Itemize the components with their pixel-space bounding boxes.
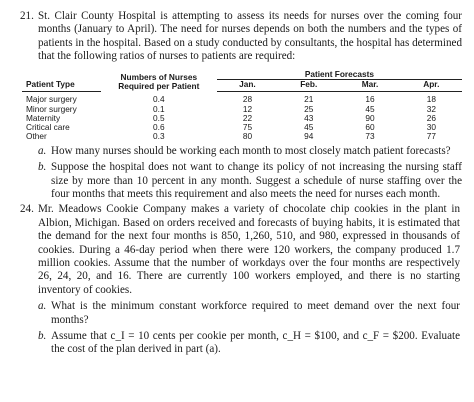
- patient-type: Other: [26, 131, 47, 142]
- nurse-ratio-table: [22, 70, 462, 142]
- problem-21: [20, 10, 460, 201]
- month-header: Feb.: [278, 79, 339, 91]
- forecast-cell: 94: [304, 131, 314, 142]
- part-label: a.: [38, 300, 47, 313]
- forecast-cell: 16: [365, 94, 375, 105]
- patient-type: Major surgery: [26, 94, 77, 105]
- table-row: [22, 92, 462, 105]
- type-header: Patient Type: [22, 79, 101, 91]
- nurse-ratio: 0.4: [153, 93, 165, 104]
- problem-24: [20, 203, 460, 356]
- forecast-cell: 25: [304, 103, 314, 114]
- problem-statement: Mr. Meadows Cookie Company makes a variety of chocolate chip cookies in the plant in Albion, Michigan. Based on orders received and forecasts of buying habits, it is estimated that the demand for the next four months is 850, 1,260, 510, and 980, expressed in thousands of cookies. During a 46-day period when there were 120 workers, the company produced 1.7 million cookies. Assume that the number of workdays over the four months are respectively 26, 24, 20, and 16. There are currently 100 workers employed, and there is no starting inventory of cookies.: [38, 203, 460, 296]
- patient-type: Maternity: [26, 112, 61, 123]
- forecast-cell: 77: [426, 131, 436, 142]
- patient-type: Minor surgery: [26, 103, 77, 114]
- forecast-cell: 21: [304, 94, 314, 105]
- forecast-cell: 18: [426, 94, 436, 105]
- table-header-row-2: [22, 79, 462, 91]
- forecast-cell: 80: [242, 131, 253, 142]
- nurse-ratio-table-wrapper: [22, 70, 462, 142]
- table-row: [22, 105, 462, 114]
- forecast-cell: 75: [242, 122, 253, 133]
- month-header: Mar.: [339, 79, 400, 91]
- table-row: [22, 132, 462, 141]
- ratio-header: Numbers of Nurses Required per Patient: [118, 72, 200, 92]
- forecast-cell: 28: [242, 94, 253, 105]
- patient-type: Critical care: [26, 122, 70, 133]
- problem-part: [38, 161, 462, 201]
- table-header-row-1: [22, 70, 462, 80]
- problem-number: 24.: [20, 203, 34, 216]
- forecast-cell: 45: [304, 122, 314, 133]
- forecast-cell: 45: [365, 103, 375, 114]
- forecast-cell: 43: [304, 112, 314, 123]
- part-text: What is the minimum constant workforce required to meet demand over the next four months?: [51, 300, 460, 326]
- nurse-ratio: 0.1: [153, 103, 165, 114]
- table-row: [22, 114, 462, 123]
- problem-part: [38, 330, 460, 357]
- forecast-cell: 12: [242, 103, 253, 114]
- part-label: b.: [38, 329, 47, 342]
- nurse-ratio: 0.5: [153, 112, 165, 123]
- forecast-header: Patient Forecasts: [217, 70, 462, 80]
- problem-part: [38, 145, 462, 158]
- part-text: How many nurses should be working each month to most closely match patient forecasts?: [51, 144, 451, 157]
- table-row: [22, 123, 462, 132]
- problem-statement: St. Clair County Hospital is attempting to assess its needs for nurses over the coming four months (January to April). The need for nurses depends on both the numbers and the types of patients in the hospital. Based on a study conducted by consultants, the hospital has determined that the following ratios of nurses to patients are required:: [38, 10, 462, 63]
- forecast-cell: 22: [242, 112, 253, 123]
- forecast-cell: 60: [365, 122, 375, 133]
- problem-part: [38, 300, 460, 327]
- part-label: a.: [38, 144, 47, 157]
- problem-number: 21.: [20, 10, 34, 22]
- forecast-cell: 32: [426, 103, 436, 114]
- forecast-cell: 90: [365, 112, 375, 123]
- part-text: Assume that c_I = 10 cents per cookie per month, c_H = $100, and c_F = $200. Evaluate the cost of the plan derived in part (a).: [51, 329, 460, 356]
- forecast-cell: 26: [426, 112, 436, 123]
- forecast-cell: 30: [426, 122, 436, 133]
- problem-body: [38, 203, 460, 356]
- nurse-ratio: 0.6: [153, 122, 165, 133]
- month-header: Jan.: [217, 79, 278, 91]
- problem-body: [26, 10, 462, 201]
- forecast-cell: 73: [365, 131, 375, 142]
- part-label: b.: [38, 161, 47, 174]
- part-text: Suppose the hospital does not want to change its policy of not increasing the nursing staff size by more than 10 percent in any month. Suggest a schedule of nurse staffing over the four months that meets this requirement and also meets the need for nurses each month.: [51, 161, 462, 200]
- nurse-ratio: 0.3: [153, 131, 165, 142]
- month-header: Apr.: [401, 79, 462, 91]
